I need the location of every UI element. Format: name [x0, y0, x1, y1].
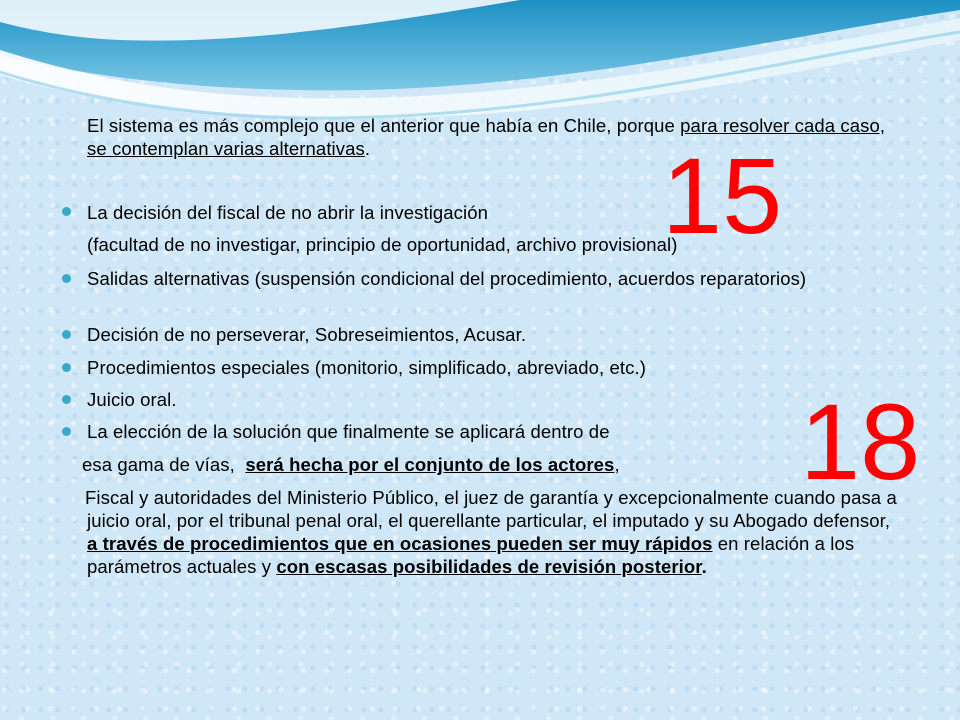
gamma-bold-underlined: será hecha por el conjunto de los actores [245, 454, 615, 475]
annotation-number-18: 18 [800, 381, 921, 502]
actors-end: . [701, 556, 707, 577]
intro-underlined-text: para resolver cada caso, se contemplan varias alternativas [87, 115, 886, 159]
bullet-dot-5 [62, 395, 71, 404]
bullet-dot-2 [62, 274, 71, 283]
bullet-item-1: La decisión del fiscal de no abrir la investigación [87, 202, 489, 223]
bullet-item-5: Juicio oral. [87, 389, 177, 410]
bullet-dot-1 [62, 207, 71, 216]
bullet-dot-3 [62, 330, 71, 339]
bullet-dot-6 [62, 427, 71, 436]
annotation-number-15: 15 [662, 135, 783, 256]
actors-bold-1: a través de procedimientos que en ocasiones pueden ser muy rápidos [87, 533, 713, 554]
bullet-item-2: Salidas alternativas (suspensión condicional del procedimiento, acuerdos reparatorios) [87, 268, 807, 289]
gamma-suffix: , [614, 454, 620, 475]
bullet-1-continuation: (facultad de no investigar, principio de oportunidad, archivo provisional) [87, 234, 678, 255]
bullet-item-4: Procedimientos especiales (monitorio, simplificado, abreviado, etc.) [87, 357, 646, 378]
actors-paragraph [87, 486, 897, 578]
gamma-line [82, 453, 882, 476]
actors-bold-2: con escasas posibilidades de revisión posterior [276, 556, 702, 577]
bullet-item-3: Decisión de no perseverar, Sobreseimientos, Acusar. [87, 324, 527, 345]
gamma-prefix: esa gama de vías, [82, 454, 246, 475]
intro-end: . [364, 138, 371, 159]
actors-text-1: Fiscal y autoridades del Ministerio Público, el juez de garantía y excepcionalmente cuando pasa a juicio oral, por el tribunal penal oral, el querellante particular, el imputado y su Abogado defensor, [85, 487, 897, 531]
bullet-item-6: La elección de la solución que finalmente se aplicará dentro de [87, 421, 610, 442]
bullet-dot-4 [62, 363, 71, 372]
actors-text-2: en relación a los parámetros actuales y [87, 533, 855, 577]
intro-text: El sistema es más complejo que el anterior que había en Chile, porque [87, 115, 681, 136]
